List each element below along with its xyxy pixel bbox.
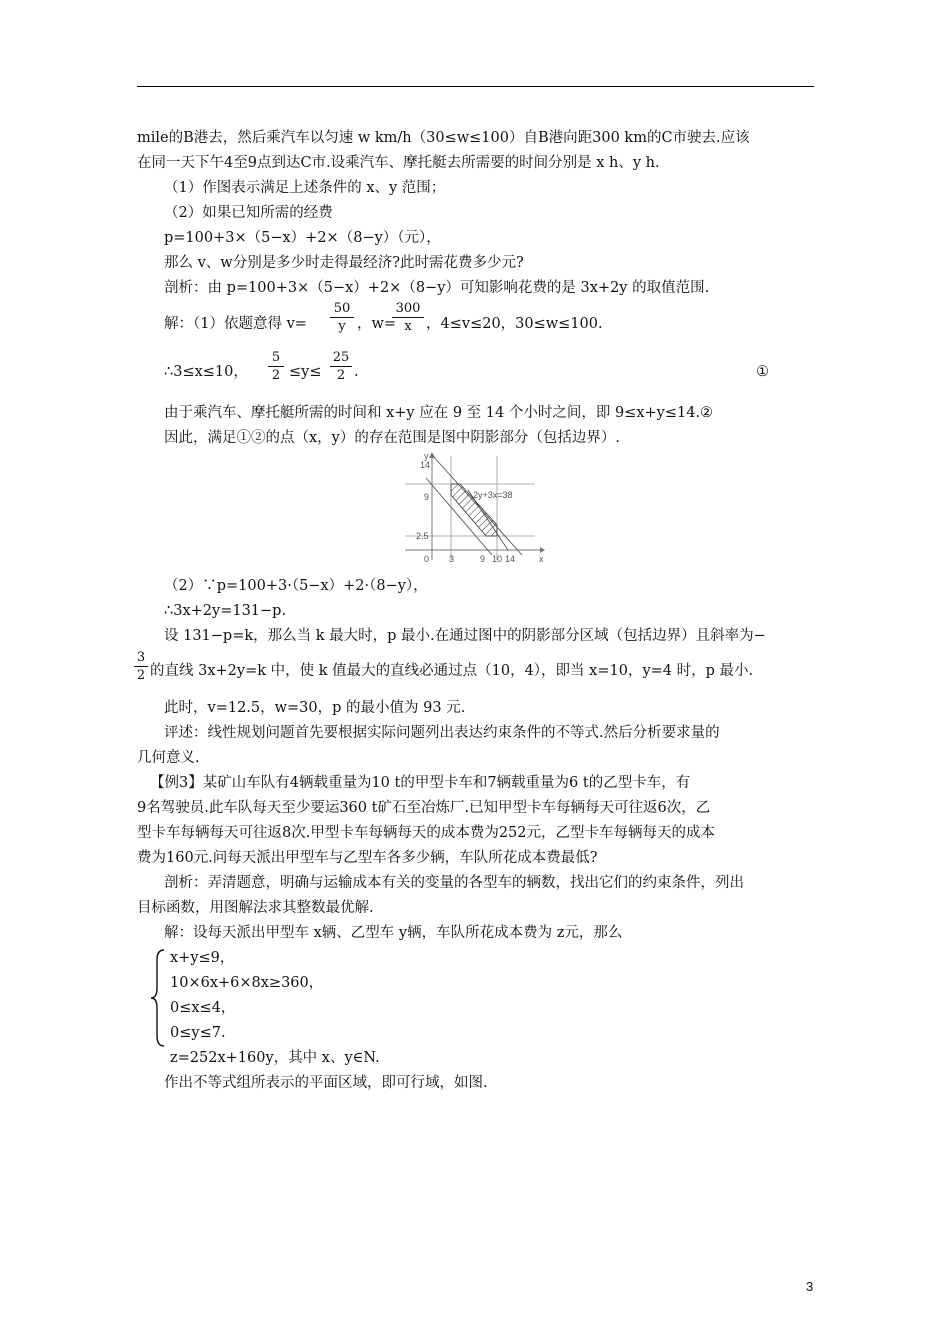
text-line: 几何意义.	[137, 750, 200, 766]
text-line: （1）作图表示满足上述条件的 x、y 范围；	[164, 180, 446, 196]
text-line: z=252x+160y，其中 x、y∈N.	[170, 1050, 380, 1066]
header-rule	[137, 86, 814, 87]
solution-1-suffix: ，4≤v≤20，30≤w≤100.	[426, 316, 603, 332]
x-axis-arrow	[540, 547, 545, 553]
text-line: 【例3】某矿山车队有4辆载重量为10 t的甲型卡车和7辆载重量为6 t的乙型卡车，有	[150, 775, 691, 791]
fraction-bar	[134, 666, 148, 667]
fraction-bar	[330, 317, 354, 318]
text-line: （2）∵p=100+3·（5−x）+2·（8−y），	[164, 578, 428, 594]
fraction-numerator: 50	[333, 301, 351, 316]
origin-label: 0	[424, 554, 430, 564]
text-line: 目标函数，用图解法求其整数最优解.	[137, 900, 374, 916]
text-line: 费为160元.问每天派出甲型车与乙型车各多少辆，车队所花成本费最低?	[137, 850, 598, 866]
text-line: p=100+3×（5−x）+2×（8−y）（元），	[164, 230, 441, 246]
x-tick-label: 14	[505, 554, 516, 564]
y-tick-label: 14	[420, 460, 431, 470]
inequality-prefix: ∴3≤x≤10，	[164, 364, 248, 380]
fraction-denominator: y	[338, 319, 346, 334]
text-line: 解：设每天派出甲型车 x辆、乙型车 y辆，车队所花成本费为 z元，那么	[164, 925, 623, 941]
fraction-v	[330, 301, 354, 334]
system-line: 10×6x+6×8x≥360，	[170, 975, 324, 991]
fraction-numerator: 5	[271, 350, 281, 365]
text-line: 型卡车每辆每天可往返8次.甲型卡车每辆每天的成本费为252元，乙型卡车每辆每天的成本	[137, 825, 716, 841]
x-axis-label: x	[539, 554, 544, 564]
text-line: 评述：线性规划问题首先要根据实际问题列出表达约束条件的不等式.然后分析要求量的	[164, 725, 720, 741]
equation-marker: ①	[756, 364, 769, 380]
fraction-denominator: x	[404, 319, 412, 334]
text-line: 的直线 3x+2y=k 中，使 k 值最大的直线必通过点（10，4），即当 x=10，y=4 时，p 最小.	[150, 663, 754, 679]
line-equation-label: 2y+3x=38	[473, 490, 513, 500]
page-number: 3	[806, 1279, 814, 1294]
system-line: 0≤x≤4，	[170, 1000, 236, 1016]
fraction-25-halves	[330, 350, 352, 383]
text-line: 此时，v=12.5，w=30，p 的最小值为 93 元.	[164, 700, 466, 716]
x-tick-label: 9	[480, 554, 486, 564]
fraction-numerator: 25	[332, 350, 350, 365]
text-line: 剖析：弄清题意，明确与运输成本有关的变量的各型车的辆数，找出它们的约束条件，列出	[164, 875, 744, 891]
system-brace	[150, 948, 166, 1048]
fraction-bar	[268, 366, 284, 367]
fraction-bar	[330, 366, 352, 367]
fraction-slope	[134, 650, 148, 683]
fraction-numerator: 300	[395, 301, 421, 316]
text-line: mile的B港去，然后乘汽车以匀速 w km/h（30≤w≤100）自B港向距300 km的C市驶去.应该	[137, 130, 750, 146]
text-line: 因此，满足①②的点（x，y）的存在范围是图中阴影部分（包括边界）.	[164, 430, 620, 446]
text-line: 作出不等式组所表示的平面区域，即可行域，如图.	[164, 1075, 488, 1091]
text-line: 在同一天下午4至9点到达C市.设乘汽车、摩托艇去所需要的时间分别是 x h、y h.	[137, 155, 660, 171]
system-line: 0≤y≤7.	[170, 1025, 226, 1041]
fraction-bar	[392, 317, 424, 318]
inequality-mid: ≤y≤	[289, 364, 322, 380]
fraction-denominator: 2	[336, 368, 346, 383]
fraction-denominator: 2	[271, 368, 281, 383]
fraction-w	[392, 301, 424, 334]
text-line: ∴3x+2y=131−p.	[164, 603, 287, 619]
text-line: 由于乘汽车、摩托艇所需的时间和 x+y 应在 9 至 14 个小时之间，即 9≤x+y≤14.②	[164, 405, 714, 421]
y-tick-label: 9	[424, 492, 430, 502]
x-tick-label: 3	[449, 554, 455, 564]
solution-1-prefix: 解：（1）依题意得 v=	[164, 316, 307, 332]
inequality-suffix: .	[354, 364, 359, 380]
text-line: 设 131−p=k，那么当 k 最大时，p 最小.在通过图中的阴影部分区域（包括边界）且斜率为−	[164, 628, 766, 644]
fraction-five-halves	[268, 350, 284, 383]
y-axis-label: y	[424, 451, 429, 461]
text-line: 那么 v、w分别是多少时走得最经济?此时需花费多少元?	[164, 255, 524, 271]
text-line: 剖析：由 p=100+3×（5−x）+2×（8−y）可知影响花费的是 3x+2y 的取值范围.	[164, 280, 710, 296]
fraction-numerator: 3	[136, 650, 146, 665]
text-line: 9名驾驶员.此车队每天至少要运360 t矿石至冶炼厂.已知甲型卡车每辆每天可往返6次，乙	[137, 800, 711, 816]
fraction-denominator: 2	[136, 668, 146, 683]
solution-1-mid: ，w=	[357, 316, 397, 332]
system-line: x+y≤9，	[170, 950, 235, 966]
text-line: （2）如果已知所需的经费	[164, 205, 333, 221]
x-tick-label: 10	[492, 554, 503, 564]
y-tick-label: 2.5	[416, 531, 429, 541]
region-figure	[400, 450, 550, 568]
